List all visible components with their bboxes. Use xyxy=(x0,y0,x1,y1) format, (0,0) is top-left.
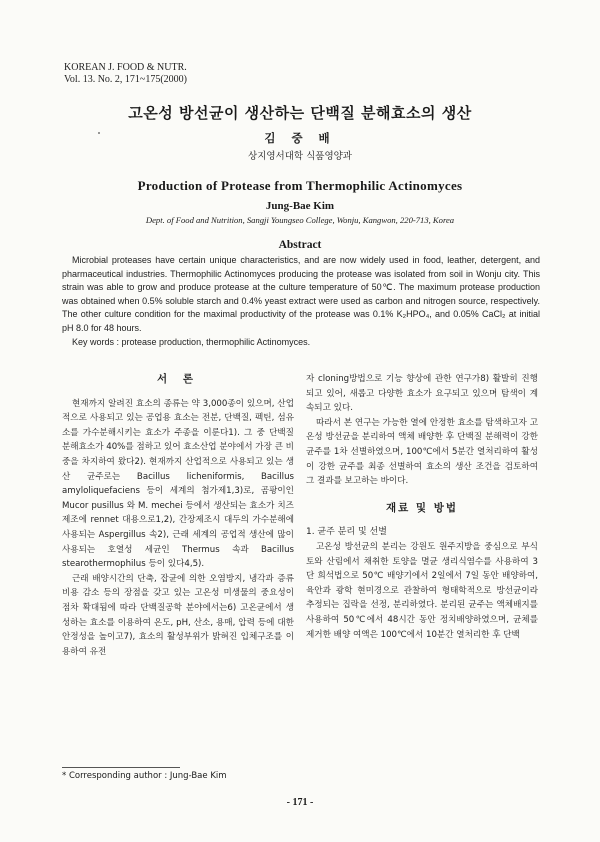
abstract-section xyxy=(62,254,540,349)
abstract-body: Microbial proteases have certain unique characteristics, and are now widely used in food, leather, detergent, and pharmaceutical industries. Thermophilic Actinomyces producing the protease was isolated from soil in Wonju city. This strain was able to grow and produce protease at the culture temperature of 50℃. The maximum protease production was obtained when 0.5% soluble starch and 0.4% yeast extract were used as carbon and nitrogen source, respectively. The other culture condition for the maximal productivity of the protease was 0.1% K₂HPO₄, and 0.05% CaCl₂ at initial pH 8.0 for 48 hours. xyxy=(62,255,540,333)
affiliation-korean: 상지영서대학 식품영양과 xyxy=(248,151,352,162)
footnote: * Corresponding author : Jung-Bae Kim xyxy=(62,771,227,781)
intro-paragraph-2: 근래 배양시간의 단축, 잡균에 의한 오염방지, 냉각과 증류 비용 감소 등의 장점을 갖고 있는 고온성 미생물의 중요성이 점차 확대됨에 따라 단백질공학 분야에서는6) 고온균에서 생성하는 효소를 이용하여 온도, pH, 산소, 용매, 압력 등에 대한 안정성을 높이고7), 효소의 활성부위가 밝혀진 입체구조를 이용하여 유전 xyxy=(62,573,294,657)
intro-paragraph-1: 현재까지 알려진 효소의 종류는 약 3,000종이 있으며, 산업적으로 사용되고 있는 공업용 효소는 전분, 단백질, 펙틴, 섬유소를 가수분해시키는 효소가 주종을 이룬다1). 그 중 단백질 분해효소가 40%를 점하고 있어 효소산업 분야에서 가장 큰 비중을 차지하여 왔다2). 현재까지 산업적으로 사용되고 있는 생산 균주로는 Bacillus licheniformis, Bacillus amyloliquefaciens 등이 세계의 첨가제1,3)로, 곰팡이인 Mucor pusillus 와 M. mechei 등에서 생산되는 효소가 치즈제조에 rennet 대용으로1,2), 간장제조시 대두의 가수분해에 사용되는 Aspergillus 속2), 근래 세계의 공업적 생산에 많이 사용되는 호열성 세균인 Thermus 속과 Bacillus stearothermophilus 등이 있다4,5). xyxy=(62,398,294,570)
author-english: Jung-Bae Kim xyxy=(265,200,335,212)
left-column xyxy=(62,372,294,659)
journal-volume: Vol. 13. No. 2, 171~175(2000) xyxy=(64,74,188,85)
intro-continued-paragraph-1: 자 cloning방법으로 기능 향상에 관한 연구가8) 활발히 진행되고 있어, 새롭고 다양한 효소가 요구되고 있으며 탐색이 계속되고 있다. xyxy=(306,374,538,414)
methods-paragraph-1: 고온성 방선균의 분리는 강원도 원주지방을 중심으로 부식토와 산림에서 채취한 토양을 멸균 생리식염수를 사용하여 3단 희석법으로 50℃ 배양기에서 2일에서 7일 동안 배양하여, 육안과 광학 현미경으로 관찰하여 형태학적으로 방선균이라 추정되는 집락을 선정, 분리하였다. 분리된 균주는 액체배지를 사용하여 50℃에서 48시간 동안 정치배양하였으며, 균체를 제거한 배양 여액은 100℃에서 10분간 열처리한 후 단백 xyxy=(306,541,538,640)
affiliation-english: Dept. of Food and Nutrition, Sangji Youngseo College, Wonju, Kangwon, 220-713, Korea xyxy=(145,215,455,225)
abstract-heading: Abstract xyxy=(278,239,322,251)
methods-subheading: 1. 균주 분리 및 선별 xyxy=(306,527,387,538)
title-korean: 고온성 방선균이 생산하는 단백질 분해효소의 생산 xyxy=(128,104,472,122)
journal-name: KOREAN J. FOOD & NUTR. xyxy=(64,62,187,73)
intro-continued-paragraph-2: 따라서 본 연구는 가능한 열에 안정한 효소를 탐색하고자 고온성 방선균을 분리하여 액체 배양한 후 단백질 분해력이 강한 균주를 1차 선별하였으며, 100℃에서 5분간 열처리하여 활성이 강한 균주를 최종 선별하여 효소의 생산 조건을 검토하여 그 결과를 보고하는 바이다. xyxy=(306,417,538,487)
page-number: - 171 - xyxy=(286,797,314,808)
footnote-divider xyxy=(62,767,180,768)
methods-heading: 재료 및 방법 xyxy=(385,501,459,514)
right-column xyxy=(306,372,538,642)
keywords: Key words : protease production, thermophilic Actinomyces. xyxy=(72,336,311,347)
intro-heading: 서 론 xyxy=(157,373,199,385)
author-korean: 김 중 배 xyxy=(264,131,336,145)
title-english: Production of Protease from Thermophilic Actinomyces xyxy=(137,178,463,193)
journal-citation xyxy=(64,62,187,86)
